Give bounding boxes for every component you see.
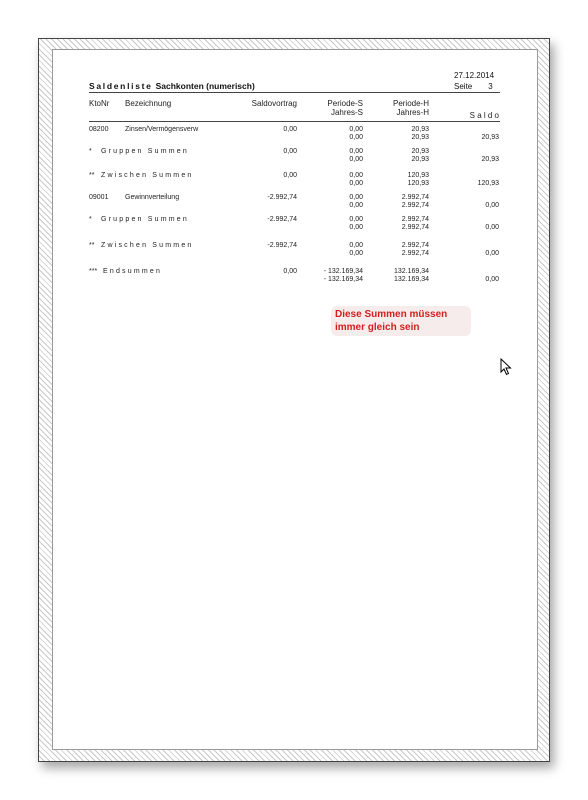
row-jahres-s: 0,00 [349, 134, 363, 141]
row-saldo: 0,00 [485, 276, 499, 283]
row-bezeichnung: Gruppen Summen [101, 148, 189, 155]
row-periode-h: 20,93 [411, 148, 429, 155]
col-header-jahres-s: Jahres-S [330, 108, 363, 117]
page-number: 3 [488, 82, 493, 91]
row-bezeichnung: Zwischen Summen [101, 172, 194, 179]
annotation-note [331, 306, 471, 336]
row-periode-s: 0,00 [349, 216, 363, 223]
row-jahres-s: 0,00 [349, 202, 363, 209]
row-ktonr: *** [89, 268, 98, 275]
row-saldovortrag: -2.992,74 [267, 242, 297, 249]
row-jahres-s: - 132.169,34 [323, 276, 363, 283]
report-date: 27.12.2014 [454, 71, 495, 80]
row-jahres-s: 0,00 [349, 180, 363, 187]
row-ktonr: ** [89, 172, 95, 179]
page-frame [38, 38, 550, 762]
row-bezeichnung: Gewinnverteilung [125, 194, 180, 201]
row-periode-h: 2.992,74 [401, 216, 429, 223]
mouse-pointer-icon [500, 358, 512, 376]
row-jahres-s: 0,00 [349, 224, 363, 231]
row-saldovortrag: -2.992,74 [267, 194, 297, 201]
row-bezeichnung: Endsummen [103, 268, 163, 275]
annotation-line-1: Diese Summen müssen [335, 309, 448, 320]
row-saldovortrag: 0,00 [283, 268, 297, 275]
row-periode-h: 120,93 [407, 172, 429, 179]
col-header-bezeichnung: Bezeichnung [125, 99, 172, 108]
row-saldovortrag: 0,00 [283, 148, 297, 155]
row-saldo: 0,00 [485, 250, 499, 257]
col-header-ktonr: KtoNr [89, 99, 110, 108]
col-header-jahres-h: Jahres-H [396, 108, 429, 117]
row-saldo: 0,00 [485, 202, 499, 209]
row-saldovortrag: 0,00 [283, 126, 297, 133]
row-jahres-h: 132.169,34 [393, 276, 429, 283]
row-periode-s: 0,00 [349, 148, 363, 155]
page-label: Seite [454, 82, 473, 91]
row-periode-s: 0,00 [349, 126, 363, 133]
row-periode-s: 0,00 [349, 242, 363, 249]
row-bezeichnung: Gruppen Summen [101, 216, 189, 223]
row-ktonr: * [89, 216, 92, 223]
row-jahres-h: 20,93 [411, 134, 429, 141]
row-periode-h: 132.169,34 [393, 268, 429, 275]
report-title-spaced: Saldenliste [89, 81, 153, 91]
row-jahres-s: 0,00 [349, 156, 363, 163]
title-underline [89, 92, 500, 93]
col-header-periode-h: Periode-H [392, 99, 429, 108]
row-periode-h: 2.992,74 [401, 194, 429, 201]
row-saldo: 0,00 [485, 224, 499, 231]
row-saldo: 120,93 [477, 180, 499, 187]
report-title-rest: Sachkonten (numerisch) [155, 81, 255, 91]
row-bezeichnung: Zinsen/Vermögensverw [125, 126, 199, 133]
row-periode-s: 0,00 [349, 194, 363, 201]
row-saldo: 20,93 [481, 156, 499, 163]
row-jahres-h: 120,93 [407, 180, 429, 187]
row-periode-h: 20,93 [411, 126, 429, 133]
col-header-periode-s: Periode-S [327, 99, 363, 108]
row-bezeichnung: Zwischen Summen [101, 242, 194, 249]
row-jahres-h: 2.992,74 [401, 250, 429, 257]
col-header-saldovortrag: Saldovortrag [251, 99, 297, 108]
row-ktonr: ** [89, 242, 95, 249]
row-saldo: 20,93 [481, 134, 499, 141]
row-periode-s: - 132.169,34 [323, 268, 363, 275]
report-title [89, 81, 255, 91]
row-jahres-h: 2.992,74 [401, 224, 429, 231]
row-jahres-s: 0,00 [349, 250, 363, 257]
col-header-saldo: S a l d o [469, 111, 499, 120]
row-ktonr: 08200 [89, 126, 109, 133]
row-ktonr: 09001 [89, 194, 109, 201]
row-jahres-h: 2.992,74 [401, 202, 429, 209]
annotation-line-2: immer gleich sein [335, 322, 420, 333]
row-periode-h: 2.992,74 [401, 242, 429, 249]
row-ktonr: * [89, 148, 92, 155]
report-page [52, 49, 538, 750]
row-saldovortrag: -2.992,74 [267, 216, 297, 223]
header-underline [89, 121, 500, 122]
row-periode-s: 0,00 [349, 172, 363, 179]
row-jahres-h: 20,93 [411, 156, 429, 163]
row-saldovortrag: 0,00 [283, 172, 297, 179]
page-indicator [454, 82, 493, 91]
